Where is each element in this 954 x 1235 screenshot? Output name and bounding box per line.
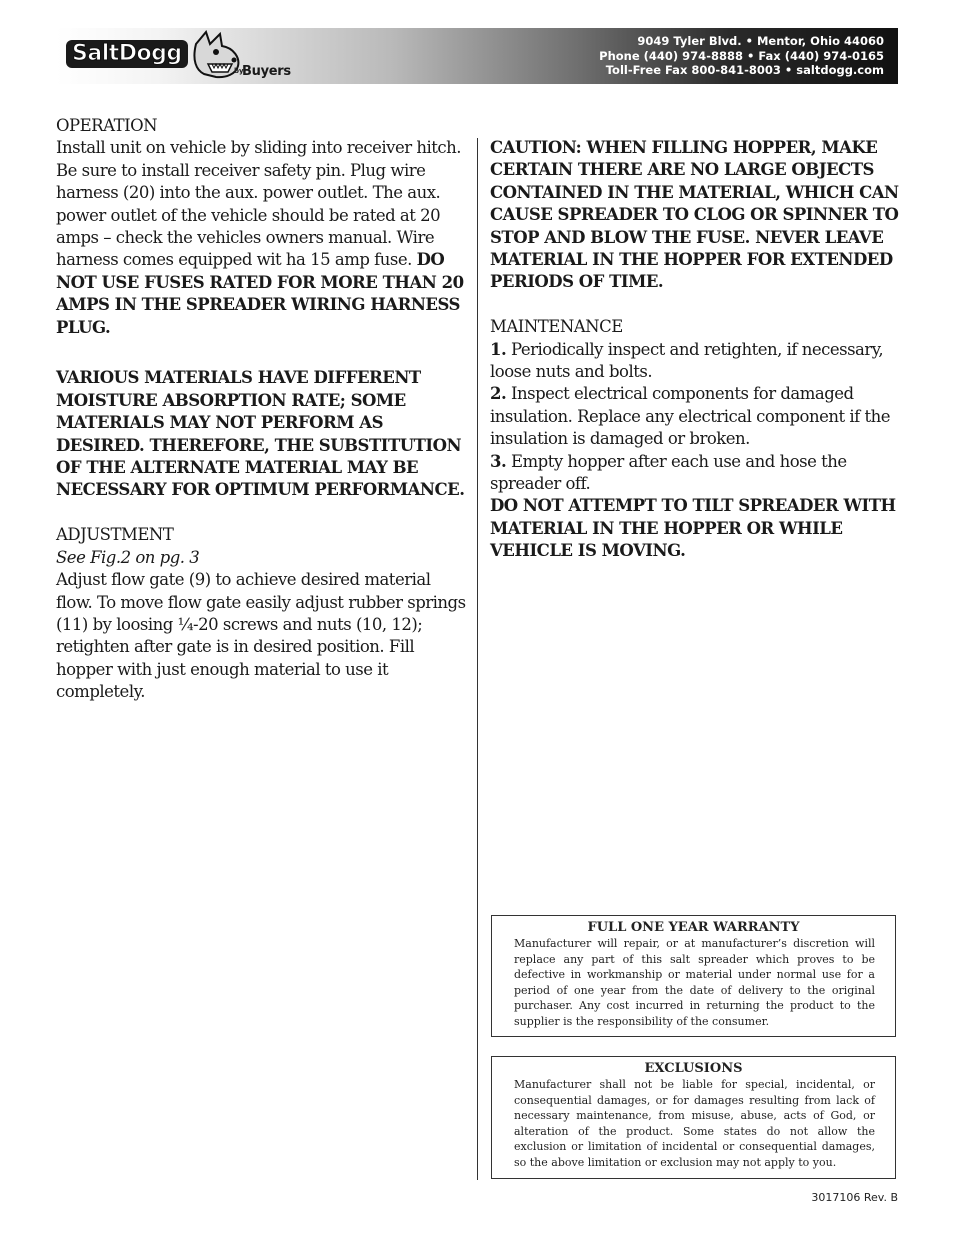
phone-line: Phone (440) 974-8888 • Fax (440) 974-0165 — [599, 48, 884, 63]
logo-buyers-text: Buyers — [242, 64, 291, 79]
maintenance-heading: MAINTENANCE — [490, 317, 623, 337]
warranty-box — [491, 915, 896, 1037]
figure-reference: See Fig.2 on pg. 3 — [56, 547, 200, 567]
operation-text — [56, 137, 468, 339]
left-column — [56, 115, 468, 704]
maintenance-item-number: 3. — [490, 451, 507, 471]
fax-web-line: Toll-Free Fax 800-841-8003 • saltdogg.com — [605, 63, 884, 77]
maintenance-item — [490, 383, 900, 450]
exclusions-title: EXCLUSIONS — [644, 1061, 743, 1076]
fuse-warning: DO NOT USE FUSES RATED FOR MORE THAN 20 AMPS IN THE SPREADER WIRING HARNESS PLUG. — [56, 250, 464, 337]
maintenance-item-text: Empty hopper after each use and hose the spreader off. — [490, 451, 847, 494]
saltdogg-logo — [66, 34, 296, 82]
document-number: 3017106 Rev. B — [811, 1191, 898, 1204]
company-address — [599, 34, 884, 78]
maintenance-item-text: Periodically inspect and retighten, if necessary, loose nuts and bolts. — [490, 339, 884, 382]
logo-wordmark: SaltDogg — [66, 40, 188, 68]
exclusions-box — [491, 1056, 896, 1179]
tilt-warning: DO NOT ATTEMPT TO TILT SPREADER WITH MATERIAL IN THE HOPPER OR WHILE VEHICLE IS MOVING. — [490, 496, 896, 561]
maintenance-item-number: 1. — [490, 339, 507, 359]
maintenance-item — [490, 339, 900, 384]
right-column — [490, 137, 900, 563]
logo-by-text: by — [234, 67, 244, 75]
address-line: 9049 Tyler Blvd. • Mentor, Ohio 44060 — [637, 34, 884, 48]
maintenance-item-text: Inspect electrical components for damaged insulation. Replace any electrical component if the insulation is damaged or broken. — [490, 384, 891, 449]
caution-notice: CAUTION: WHEN FILLING HOPPER, MAKE CERTAIN THERE ARE NO LARGE OBJECTS CONTAINED IN THE MATERIAL, WHICH CAN CAUSE SPREADER TO CLOG OR SPINNER TO STOP AND BLOW THE FUSE. NEVER LEAVE MATERIAL IN THE HOPPER FOR EXTENDED PERIODS OF TIME. — [490, 138, 899, 292]
column-divider — [477, 138, 478, 1180]
operation-body: Install unit on vehicle by sliding into receiver hitch. Be sure to install receiver safety pin. Plug wire harness (20) into the aux. power outlet. The aux. power outlet of the vehicle should be rated at 20 amps – check the vehicles owners manual. Wire harness comes equipped wit ha 15 amp fuse. — [56, 138, 462, 270]
warranty-body: Manufacturer will repair, or at manufacturer’s discretion will replace any part of this salt spreader which proves to be defective in workmanship or material under normal use for a period of one year from the date of delivery to the original purchaser. Any cost incurred in returning the product to the supplier is the responsibility of the consumer. — [514, 937, 875, 1028]
adjustment-body: Adjust flow gate (9) to achieve desired material flow. To move flow gate easily adjust rubber springs (11) by loosing ¼-20 screws and nuts (10, 12); retighten after gate is in desired position. Fill hopper with just enough material to use it completely. — [56, 570, 466, 702]
page-header — [56, 28, 898, 84]
warranty-title: FULL ONE YEAR WARRANTY — [587, 920, 800, 935]
operation-heading: OPERATION — [56, 116, 158, 135]
exclusions-body: Manufacturer shall not be liable for special, incidental, or consequential damages, or for damages resulting from lack of necessary maintenance, from misuse, abuse, acts of God, or alteration of the product. Some states do not allow the exclusion or limitation of incidental or consequential damages, so the above limitation or exclusion may not apply to you. — [514, 1078, 875, 1169]
adjustment-heading: ADJUSTMENT — [56, 525, 174, 545]
materials-notice: VARIOUS MATERIALS HAVE DIFFERENT MOISTURE ABSORPTION RATE; SOME MATERIALS MAY NOT PERFORM AS DESIRED. THEREFORE, THE SUBSTITUTION OF THE ALTERNATE MATERIAL MAY BE NECESSARY FOR OPTIMUM PERFORMANCE. — [56, 368, 465, 500]
maintenance-item — [490, 451, 900, 496]
maintenance-item-number: 2. — [490, 384, 507, 404]
